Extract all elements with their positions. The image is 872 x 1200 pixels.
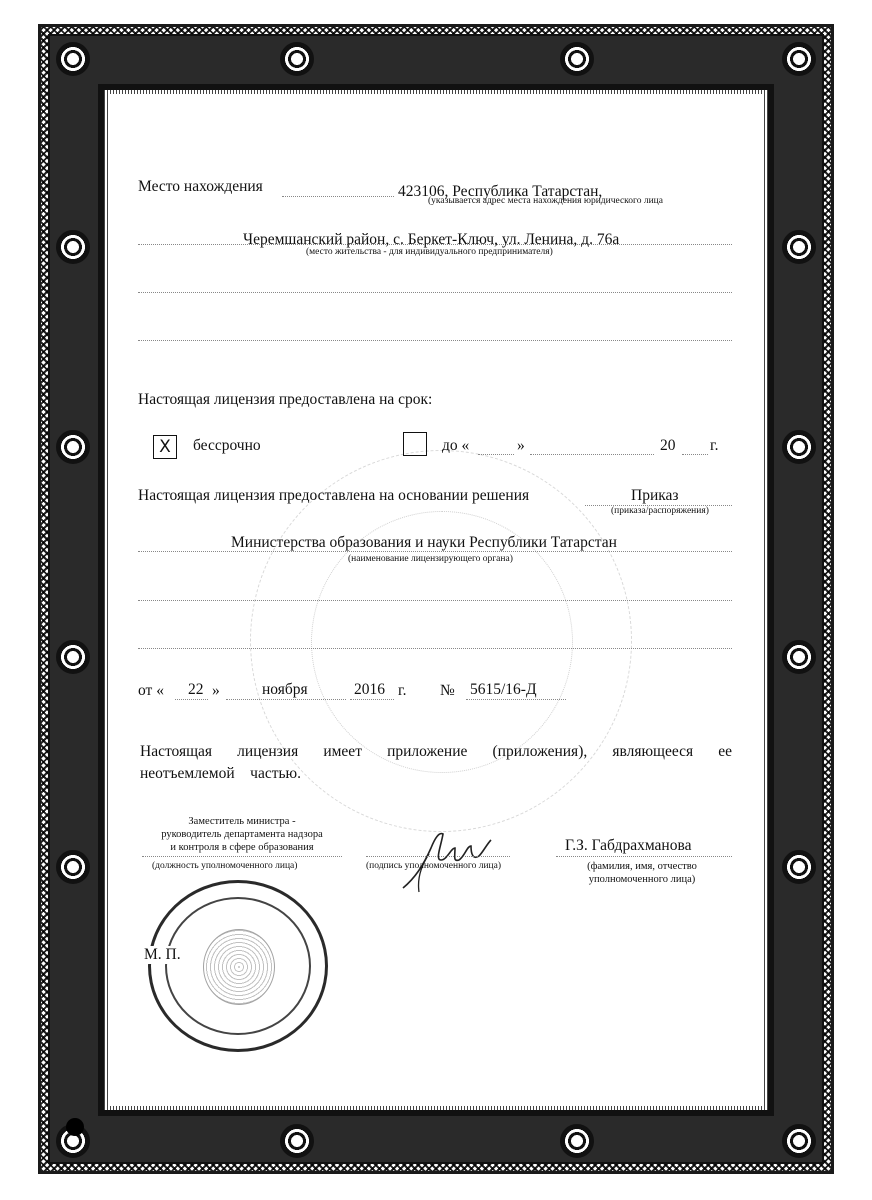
appendix-word: Настоящая [140,743,213,760]
date-year-suffix: г. [398,682,407,699]
ornament-rosette-icon [56,230,90,264]
ornament-rosette-icon [280,1124,314,1158]
position-caption: (должность уполномоченного лица) [152,861,298,871]
dotted-line [556,856,732,857]
dotted-line [226,699,346,700]
basis-heading: Настоящая лицензия предоставлена на основании решения [138,487,530,504]
decision-caption: (приказа/распоряжения) [611,506,709,516]
dotted-line [138,340,732,341]
ornament-rosette-icon [782,1124,816,1158]
ornament-rosette-icon [56,850,90,884]
location-line1: 423106, Республика Татарстан, [398,183,603,200]
name-caption-line: уполномоченного лица) [588,874,696,885]
position-line: Заместитель министра - [188,816,296,827]
appendix-word: ее [718,743,732,760]
date-year: 2016 [354,681,385,698]
authority-name: Министерства образования и науки Республики Татарстан [231,534,617,551]
appendix-line1 [140,743,732,761]
appendix-word: приложение [387,743,468,760]
year-suffix: г. [710,437,719,454]
dotted-line [142,856,342,857]
dotted-line [478,454,514,455]
ornament-rosette-icon [560,1124,594,1158]
dotted-line [138,600,732,601]
location-line2: Черемшанский район, с. Беркет-Ключ, ул. Ленина, д. 76а [243,231,620,248]
decision-type: Приказ [631,487,679,504]
dotted-line [682,454,708,455]
signatory-name: Г.З. Габдрахманова [565,837,692,854]
scan-mark [66,1118,84,1136]
number-sign: № [440,682,455,699]
indefinite-label: бессрочно [193,437,261,454]
position-line: и контроля в сфере образования [170,842,314,853]
dotted-line [175,699,208,700]
date-day-close: » [212,682,220,699]
location-label: Место нахождения [138,178,263,195]
ornament-rosette-icon [280,42,314,76]
appendix-word: (приложения), [492,743,588,760]
until-checkbox [403,432,427,456]
dotted-line [138,648,732,649]
appendix-word: лицензия [237,743,299,760]
name-caption-line: (фамилия, имя, отчество [587,861,697,872]
official-seal [148,880,328,1052]
ornament-rosette-icon [782,42,816,76]
until-label: до « [442,437,470,454]
ornament-rosette-icon [56,430,90,464]
signatory-position [142,815,342,854]
ornament-rosette-icon [782,640,816,674]
term-heading: Настоящая лицензия предоставлена на срок: [138,391,433,408]
dotted-line [350,699,394,700]
ornament-rosette-icon [782,430,816,464]
appendix-line2: неотъемлемой частью. [140,765,302,782]
indefinite-checkbox: X [153,435,177,459]
dotted-line [366,856,510,857]
appendix-word: имеет [323,743,362,760]
year-prefix: 20 [660,437,676,454]
location-line1-caption: (указывается адрес места нахождения юридического лица [428,196,663,206]
ornament-rosette-icon [560,42,594,76]
until-quote-close: » [517,437,525,454]
authority-caption: (наименование лицензирующего органа) [348,554,513,564]
ornament-rosette-icon [56,640,90,674]
ornament-rosette-icon [782,230,816,264]
ornament-rosette-icon [782,850,816,884]
name-caption [572,860,712,886]
ornament-rosette-icon [56,42,90,76]
dotted-line [466,699,566,700]
license-decision-number: 5615/16-Д [470,681,537,698]
appendix-word: являющееся [612,743,694,760]
dotted-line [530,454,654,455]
signature-caption: (подпись уполномоченного лица) [366,861,502,871]
position-line: руководитель департамента надзора [161,829,323,840]
background-emblem [250,450,632,832]
date-day: 22 [188,681,204,698]
date-from-label: от « [138,682,164,699]
location-line2-caption: (место жительства - для индивидуального предпринимателя) [306,247,553,257]
dotted-line [282,196,394,197]
date-month: ноября [262,681,308,698]
dotted-line [138,292,732,293]
seal-label: М. П. [144,946,181,963]
official-seal-emblem-icon [203,929,275,1005]
